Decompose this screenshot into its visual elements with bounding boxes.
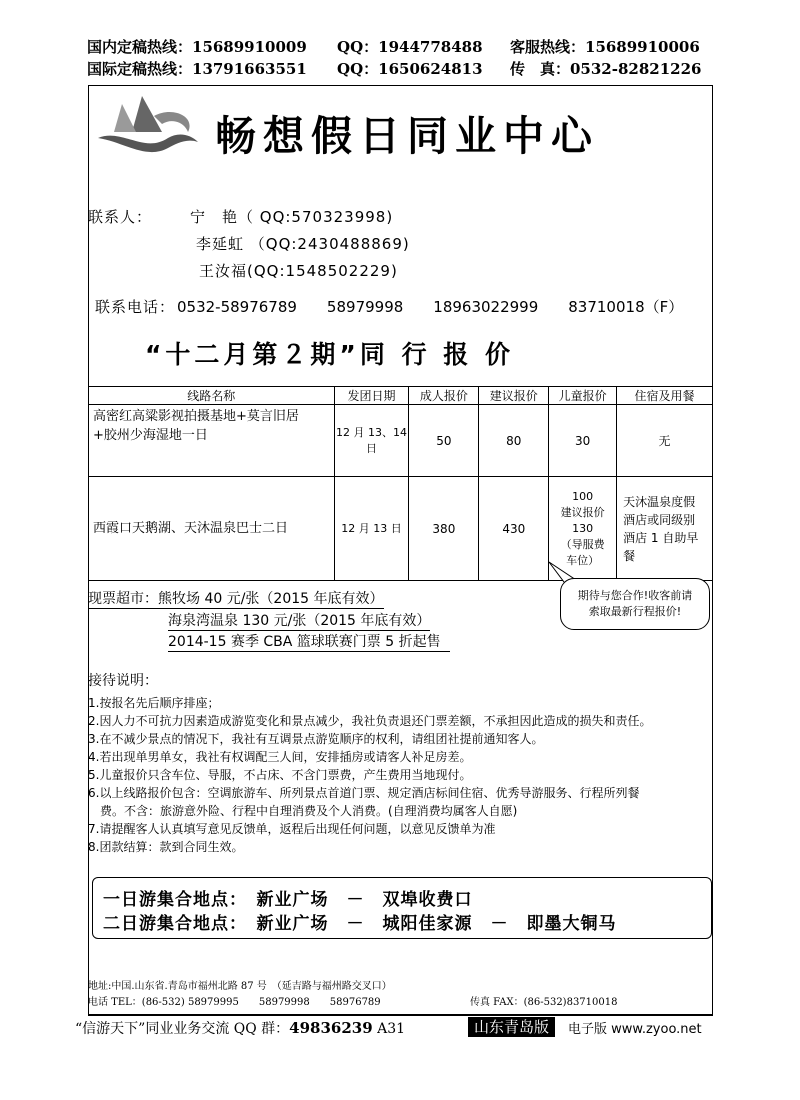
table-row bbox=[89, 477, 713, 581]
child-price: 30 bbox=[549, 405, 617, 477]
reception-notes bbox=[88, 672, 651, 856]
domestic-hotline: 国内定稿热线：15689910009 bbox=[87, 38, 307, 56]
bubble-line-2: 索取最新行程报价! bbox=[588, 605, 682, 618]
depart-date: 12 月 13 日 bbox=[334, 477, 409, 581]
ticket-label: 现票超市： bbox=[88, 588, 158, 609]
phone-numbers: 0532-58976789 58979998 18963022999 83710018（F） bbox=[177, 298, 684, 316]
quote-table bbox=[88, 386, 713, 581]
hotline-row-2 bbox=[87, 58, 727, 78]
telephone-line: 电话 TEL：(86-532) 58979995 58979998 58976789 bbox=[88, 997, 381, 1008]
suggested-price: 430 bbox=[479, 477, 549, 581]
child-price-line: （导服费 bbox=[560, 537, 605, 551]
footer-divider bbox=[88, 1015, 713, 1016]
child-price-line: 100 bbox=[572, 489, 594, 503]
note-item: 8.团款结算：款到合同生效。 bbox=[88, 840, 244, 854]
speech-bubble bbox=[560, 578, 710, 630]
address-line: 地址:中国.山东省.青岛市福州北路 87 号 （延吉路与福州路交叉口） bbox=[88, 981, 392, 992]
header-date: 发团日期 bbox=[334, 387, 409, 405]
group-label: “信游天下”同业业务交流 QQ 群： bbox=[75, 1021, 290, 1037]
notes-heading: 接待说明： bbox=[88, 673, 158, 689]
header-suggested: 建议报价 bbox=[479, 387, 549, 405]
international-hotline: 国际定稿热线：13791663551 bbox=[87, 60, 307, 78]
edition-badge: 山东青岛版 bbox=[468, 1017, 555, 1037]
fax-number: 传 真：0532-82821226 bbox=[510, 60, 702, 78]
note-item: 6.以上线路报价包含：空调旅游车、所列景点首道门票、规定酒店标间住宿、优秀导游服务、行程所列餐 bbox=[88, 786, 640, 800]
hotline-row-1 bbox=[87, 36, 727, 56]
note-item: 费。不含：旅游意外险、行程中自理消费及个人消费。(自理消费均属客人自愿) bbox=[88, 804, 518, 818]
sailboat-wave-logo-icon bbox=[92, 92, 204, 160]
contact-person-2: 李延虹 （QQ:2430488869) bbox=[196, 235, 410, 253]
route-name: 高密红高粱影视拍摄基地+莫言旧居 +胶州少海湿地一日 bbox=[89, 405, 335, 477]
header-route: 线路名称 bbox=[89, 387, 335, 405]
note-item: 5.儿童报价只含车位、导服，不占床、不含门票费，产生费用当地现付。 bbox=[88, 768, 472, 782]
contact-label: 联系人： bbox=[88, 208, 153, 226]
route-name: 西霞口天鹅湖、天沐温泉巴士二日 bbox=[89, 477, 335, 581]
header-child: 儿童报价 bbox=[549, 387, 617, 405]
fax-line: 传真 FAX：(86-532)83710018 bbox=[470, 997, 618, 1008]
site-url[interactable]: 电子版 www.zyoo.net bbox=[568, 1022, 702, 1037]
table-header-row bbox=[89, 387, 713, 405]
qq-1: QQ：1944778488 bbox=[337, 38, 483, 56]
suggested-price: 80 bbox=[479, 405, 549, 477]
service-hotline: 客服热线：15689910006 bbox=[510, 38, 700, 56]
stay-meal: 天沐温泉度假酒店或同级别酒店 1 自助早餐 bbox=[617, 477, 713, 581]
one-day-meeting-point: 一日游集合地点： 新业广场 － 双埠收费口 bbox=[103, 890, 473, 910]
note-item: 4.若出现单男单女，我社有权调配三人间，安排插房或请客人补足房差。 bbox=[88, 750, 472, 764]
ticket-line-3: 2014-15 赛季 CBA 篮球联赛门票 5 折起售 bbox=[168, 631, 450, 652]
page-number: A31 bbox=[377, 1021, 406, 1037]
header-adult: 成人报价 bbox=[409, 387, 479, 405]
meeting-points-box bbox=[92, 877, 712, 939]
bubble-line-1: 期待与您合作!收客前请 bbox=[577, 589, 693, 602]
note-item: 2.因人力不可抗力因素造成游览变化和景点减少，我社负责退还门票差额，不承担因此造成的损失和责任。 bbox=[88, 714, 652, 728]
adult-price: 380 bbox=[409, 477, 479, 581]
contact-person-3: 王汝福(QQ:1548502229) bbox=[199, 262, 398, 280]
depart-date: 12 月 13、14 日 bbox=[334, 405, 409, 477]
child-price-line: 建议报价 bbox=[560, 505, 605, 519]
footer-qq-group bbox=[75, 1018, 405, 1038]
header-stay: 住宿及用餐 bbox=[617, 387, 713, 405]
stay-meal: 无 bbox=[617, 405, 713, 477]
child-price-line: 车位） bbox=[566, 553, 600, 567]
note-item: 1.按报名先后顺序排座； bbox=[88, 696, 220, 710]
adult-price: 50 bbox=[409, 405, 479, 477]
phone-label: 联系电话： bbox=[95, 298, 176, 316]
note-item: 7.请提醒客人认真填写意见反馈单，返程后出现任何问题，以意见反馈单为准 bbox=[88, 822, 496, 836]
brand-name: 畅想假日同业中心 bbox=[215, 112, 599, 160]
group-number: 49836239 bbox=[289, 1019, 373, 1037]
two-day-meeting-point: 二日游集合地点： 新业广场 － 城阳佳家源 － 即墨大铜马 bbox=[103, 914, 617, 934]
note-item: 3.在不减少景点的情况下，我社有互调景点游览顺序的权利，请组团社提前通知客人。 bbox=[88, 732, 544, 746]
ticket-line-2: 海泉湾温泉 130 元/张（2015 年底有效） bbox=[168, 610, 430, 631]
ticket-line-1: 熊牧场 40 元/张（2015 年底有效） bbox=[158, 588, 384, 609]
issue-title: “十二月第２期”同 行 报 价 bbox=[145, 340, 514, 369]
child-price-line: 130 bbox=[572, 521, 594, 535]
qq-2: QQ：1650624813 bbox=[337, 60, 483, 78]
contact-person-1: 宁 艳（ QQ:570323998) bbox=[190, 208, 394, 226]
table-row bbox=[89, 405, 713, 477]
